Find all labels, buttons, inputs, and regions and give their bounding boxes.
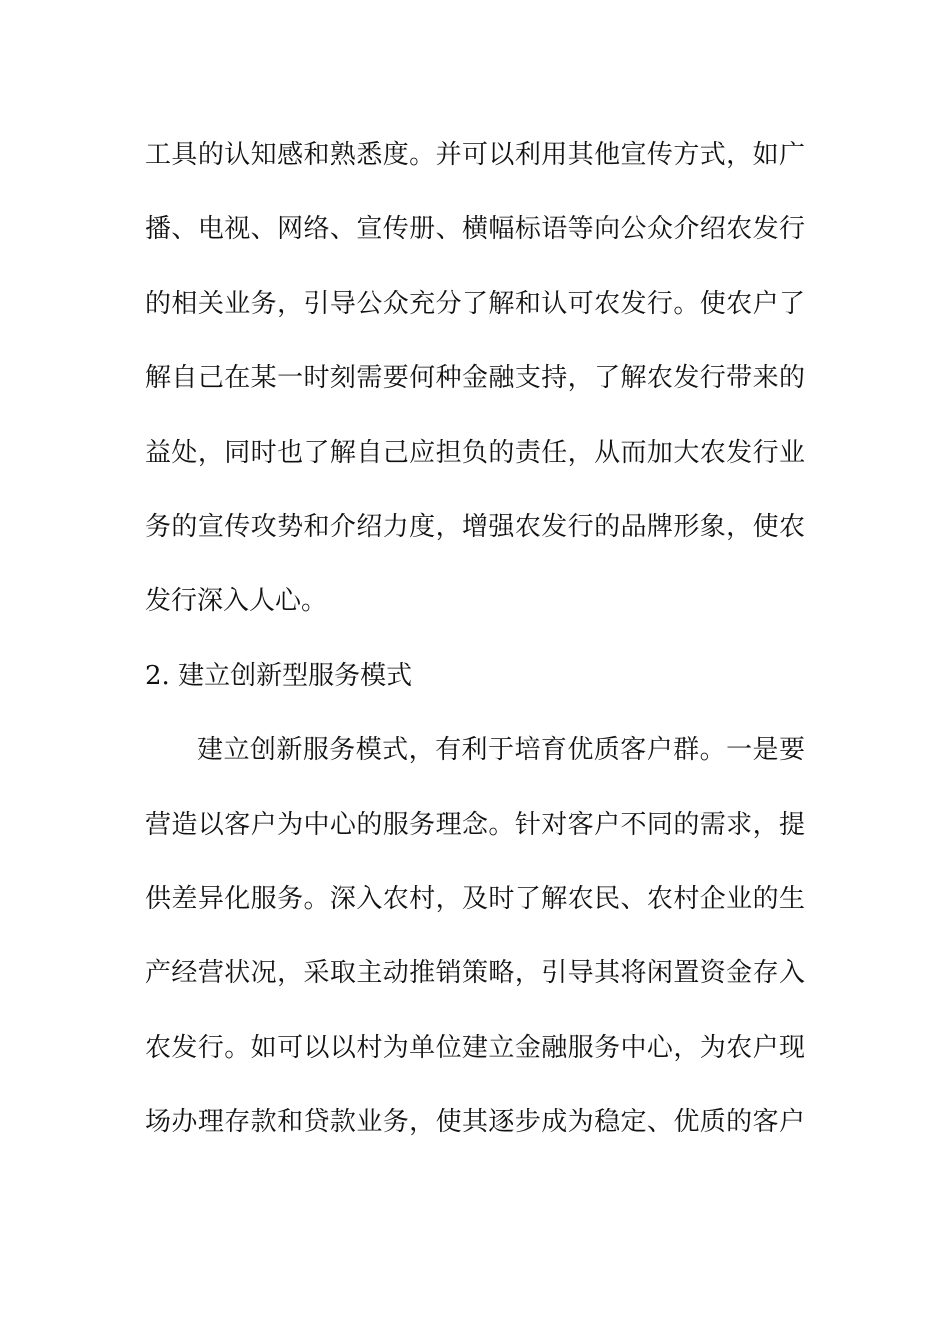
paragraph-1 [145, 130, 805, 626]
paragraph-line: 农发行。如可以以村为单位建立金融服务中心，为农户现 [145, 1032, 805, 1063]
paragraph-line: 益处，同时也了解自己应担负的责任，从而加大农发行业 [145, 437, 805, 468]
paragraph-line: 务的宣传攻势和介绍力度，增强农发行的品牌形象，使农 [145, 511, 805, 542]
document-body [145, 130, 805, 1171]
paragraph-line: 场办理存款和贷款业务，使其逐步成为稳定、优质的客户 [145, 1107, 805, 1138]
section-heading: 2. 建立创新型服务模式 [145, 660, 413, 691]
paragraph-line: 供差异化服务。深入农村，及时了解农民、农村企业的生 [145, 883, 805, 914]
paragraph-line: 的相关业务，引导公众充分了解和认可农发行。使农户了 [145, 288, 805, 319]
paragraph-line: 播、电视、网络、宣传册、横幅标语等向公众介绍农发行 [145, 214, 805, 245]
paragraph-line: 产经营状况，采取主动推销策略，引导其将闲置资金存入 [145, 958, 805, 989]
paragraph-line: 发行深入人心。 [145, 586, 328, 617]
paragraph-line: 营造以客户为中心的服务理念。针对客户不同的需求，提 [145, 809, 805, 840]
paragraph-2 [145, 725, 805, 1147]
paragraph-line: 工具的认知感和熟悉度。并可以利用其他宣传方式，如广 [145, 140, 805, 170]
paragraph-line: 解自己在某一时刻需要何种金融支持，了解农发行带来的 [145, 363, 805, 394]
paragraph-line: 建立创新服务模式，有利于培育优质客户群。一是要 [197, 735, 805, 766]
